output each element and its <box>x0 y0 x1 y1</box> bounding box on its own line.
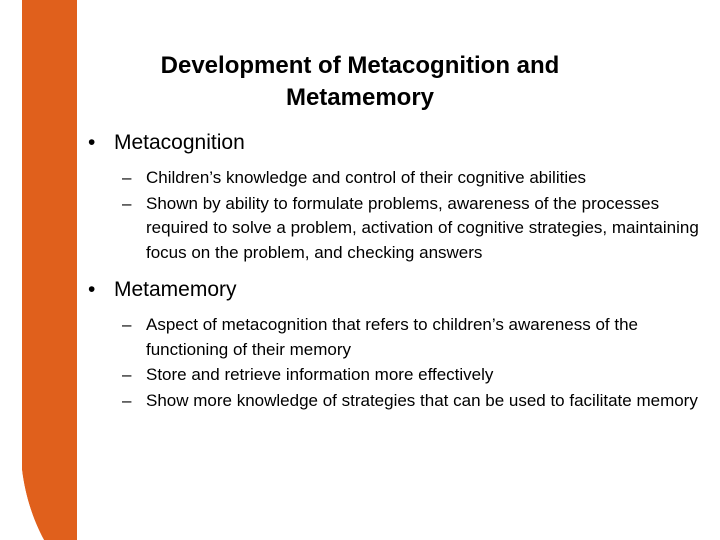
sub-bullet-list <box>88 166 718 265</box>
sub-bullet-item <box>88 313 718 362</box>
sub-bullet-text: Store and retrieve information more effectively <box>146 365 494 384</box>
sub-bullet-text: Children’s knowledge and control of their cognitive abilities <box>146 168 587 187</box>
slide-content <box>88 130 718 414</box>
slide-title-line-2: Metamemory <box>285 84 435 111</box>
bullet-item <box>88 130 718 156</box>
sub-bullet-item <box>88 192 718 266</box>
sub-bullet-text: Show more knowledge of strategies that can be used to facilitate memory <box>146 390 698 410</box>
dash-icon: – <box>122 390 132 410</box>
dash-icon: – <box>122 315 132 334</box>
section-metacognition <box>88 130 718 265</box>
sub-bullet-text: Shown by ability to formulate problems, awareness of the processes required to solve a problem, activation of cognitive strategies, maintaining focus on the problem, and checking answers <box>146 193 699 262</box>
dash-icon: – <box>122 193 132 213</box>
slide-title <box>80 50 640 114</box>
dash-icon: – <box>122 168 132 187</box>
sub-bullet-item <box>88 389 718 414</box>
bullet-icon: • <box>88 278 96 301</box>
bullet-heading: Metamemory <box>114 278 237 301</box>
bullet-heading: Metacognition <box>114 131 245 154</box>
slide-title-line-1: Development of Metacognition and <box>160 52 560 79</box>
dash-icon: – <box>122 365 132 384</box>
sub-bullet-item <box>88 166 718 191</box>
bullet-icon: • <box>88 131 96 154</box>
sub-bullet-list <box>88 313 718 413</box>
sub-bullet-text: Aspect of metacognition that refers to children’s awareness of the functioning of their memory <box>146 315 639 359</box>
bullet-item <box>88 277 718 303</box>
sub-bullet-item <box>88 363 718 388</box>
section-metamemory <box>88 277 718 413</box>
